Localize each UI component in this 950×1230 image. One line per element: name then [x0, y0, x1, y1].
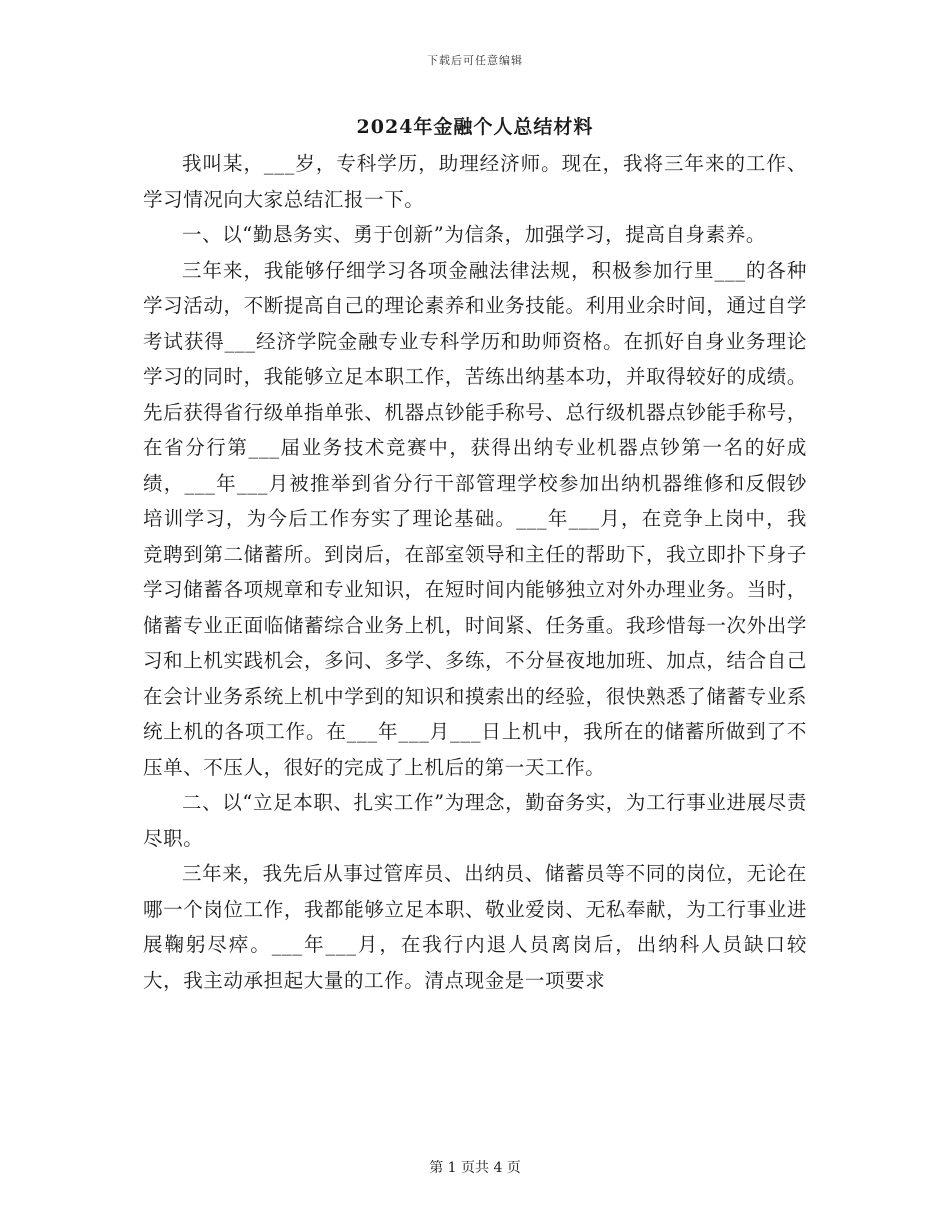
- page-number: 第 1 页共 4 页: [429, 1160, 521, 1176]
- document-title: 2024年金融个人总结材料: [356, 116, 594, 138]
- header-note: 下载后可任意编辑: [427, 54, 523, 67]
- section-heading-2: 二、以“立足本职、扎实工作”为理念，勤奋务实，为工行事业进展尽责尽职。: [143, 791, 807, 850]
- paragraph-work: 三年来，我先后从事过管库员、出纳员、储蓄员等不同的岗位，无论在哪一个岗位工作，我都能够立足本职、敬业爱岗、无私奉献，为工行事业进展鞠躬尽瘁。___年___月，在我行内退人员离岗后，出纳科人员缺口较大，我主动承担起大量的工作。清点现金是一项要求: [143, 862, 807, 992]
- paragraph-study: 三年来，我能够仔细学习各项金融法律法规，积极参加行里___的各种学习活动，不断提高自己的理论素养和业务技能。利用业余时间，通过自学考试获得___经济学院金融专业专科学历和助师资格。在抓好自身业务理论学习的同时，我能够立足本职工作，苦练出纳基本功，并取得较好的成绩。先后获得省行级单指单张、机器点钞能手称号、总行级机器点钞能手称号，在省分行第___届业务技术竞赛中，获得出纳专业机器点钞第一名的好成绩，___年___月被推举到省分行干部管理学校参加出纳机器维修和反假钞培训学习，为今后工作夯实了理论基础。___年___月，在竞争上岗中，我竞聘到第二储蓄所。到岗后，在部室领导和主任的帮助下，我立即扑下身子学习储蓄各项规章和专业知识，在短时间内能够独立对外办理业务。当时，储蓄专业正面临储蓄综合业务上机，时间紧、任务重。我珍惜每一次外出学习和上机实践机会，多问、多学、多练，不分昼夜地加班、加点，结合自己在会计业务系统上机中学到的知识和摸索出的经验，很快熟悉了储蓄专业系统上机的各项工作。在___年___月___日上机中，我所在的储蓄所做到了不压单、不压人，很好的完成了上机后的第一天工作。: [143, 258, 807, 779]
- section-heading-1: 一、以“勤恳务实、勇于创新”为信条，加强学习，提高自身素养。: [182, 223, 766, 246]
- paragraph-intro: 我叫某，___岁，专科学历，助理经济师。现在，我将三年来的工作、学习情况向大家总结汇报一下。: [143, 152, 807, 211]
- document-body: [143, 146, 807, 998]
